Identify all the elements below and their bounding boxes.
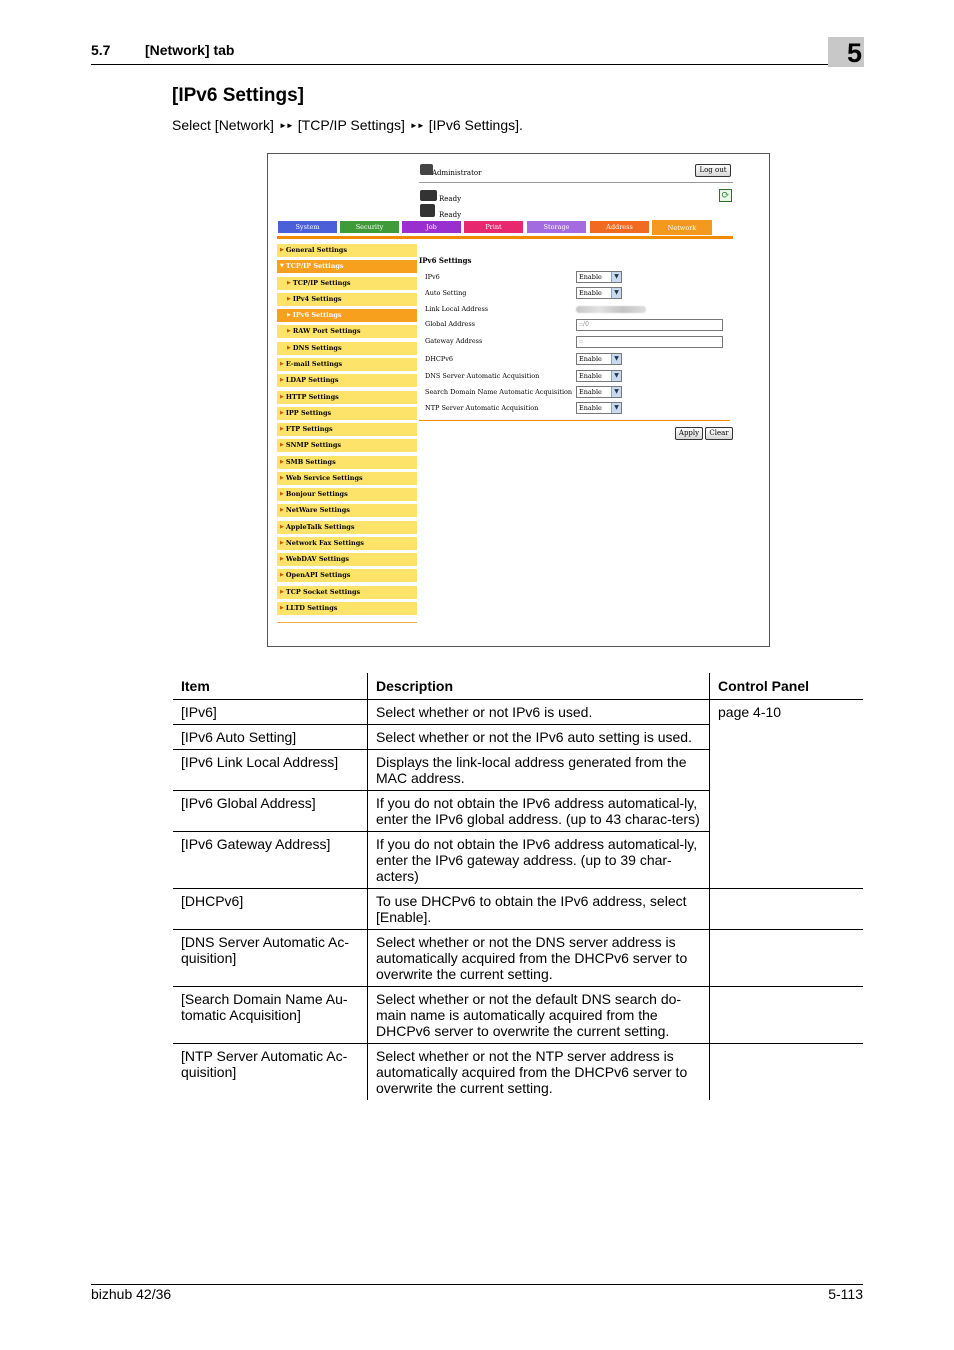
triangle-right-icon: ▶ [280,524,284,530]
triangle-right-icon: ▶ [280,605,284,611]
triangle-right-icon: ▶ [280,442,284,448]
menu-item[interactable] [277,277,417,290]
search-domain-auto-select[interactable]: Enable ▼ [576,386,622,398]
logout-button[interactable]: Log out [695,164,731,177]
menu-item[interactable] [277,472,417,485]
column-header-control-panel: Control Panel [710,673,864,700]
menu-item-label: DNS Settings [292,344,342,352]
menu-item-label: TCP/IP Settings [292,279,351,287]
menu-bottom-rule [277,622,417,623]
link-local-value-blurred [576,306,646,313]
settings-table [173,673,863,1100]
auto-setting-select[interactable]: Enable ▼ [576,287,622,299]
menu-item[interactable] [277,602,417,615]
tab-print[interactable]: Print [464,221,523,233]
description-cell: To use DHCPv6 to obtain the IPv6 address, select [Enable]. [368,889,710,930]
menu-item[interactable] [277,391,417,404]
printer-icon [420,190,437,201]
menu-item[interactable] [277,244,417,257]
triangle-right-icon: ▶ [280,377,284,383]
menu-item-label: Network Fax Settings [285,539,364,547]
menu-item-label: TCP Socket Settings [285,588,361,596]
column-header-item: Item [173,673,368,700]
ntp-auto-select[interactable]: Enable ▼ [576,402,622,414]
ipv6-settings-screenshot [267,153,770,647]
triangle-right-icon: ▶ [287,328,291,334]
menu-item[interactable] [277,569,417,582]
menu-item[interactable] [277,537,417,550]
menu-item-label: OpenAPI Settings [285,571,351,579]
ntp-auto-label: NTP Server Automatic Acquisition [425,404,539,412]
chevron-down-icon: ▼ [611,387,621,397]
menu-item[interactable] [277,293,417,306]
control-panel-cell: page 4-10 [710,700,864,889]
table-header-row [173,673,863,700]
table-row [173,987,863,1044]
description-cell: Select whether or not the default DNS search do-main name is automatically acquired from the DHCPv6 server to overwrite the current setting. [368,987,710,1044]
item-cell: [DHCPv6] [173,889,368,930]
triangle-right-icon: ▶ [280,507,284,513]
triangle-right-icon: ▶ [280,394,284,400]
menu-item[interactable] [277,342,417,355]
form-rule [419,420,730,421]
menu-item-label: LDAP Settings [285,376,339,384]
item-cell: [IPv6 Global Address] [173,791,368,832]
administrator-label: Administrator [432,169,482,177]
global-address-label: Global Address [425,320,476,328]
triangle-right-icon: ▶ [287,345,291,351]
triangle-right-icon: ▶ [280,491,284,497]
triangle-right-icon: ▶ [280,247,284,253]
triangle-right-icon: ▶ [280,556,284,562]
footer-product: bizhub 42/36 [91,1286,172,1302]
control-panel-cell [710,889,864,930]
tab-address[interactable]: Address [590,221,649,233]
triangle-right-icon: ▶ [280,475,284,481]
menu-item-label: SMB Settings [285,458,336,466]
item-cell: [DNS Server Automatic Ac-quisition] [173,930,368,987]
item-cell: [NTP Server Automatic Ac-quisition] [173,1044,368,1101]
tab-network[interactable]: Network [652,220,712,235]
triangle-right-icon: ▶ [280,572,284,578]
dns-auto-select[interactable]: Enable ▼ [576,370,622,382]
triangle-right-icon: ▶ [287,296,291,302]
triangle-right-icon: ▶ [280,589,284,595]
page-title: [IPv6 Settings] [172,85,304,106]
control-panel-cell [710,987,864,1044]
intro-text: Select [Network] ►► [TCP/IP Settings] ►► [IPv6 Settings]. [172,117,523,133]
tab-system[interactable]: System [278,221,337,233]
triangle-right-icon: ▶ [280,426,284,432]
menu-item[interactable] [277,309,417,322]
menu-item-label: IPv4 Settings [292,295,342,303]
ipv6-select[interactable]: Enable ▼ [576,271,622,283]
triangle-down-icon: ▼ [280,263,284,269]
link-local-label: Link Local Address [425,305,489,313]
top-rule [419,182,733,183]
table-row [173,889,863,930]
menu-item[interactable] [277,439,417,452]
section-number: 5.7 [91,42,111,58]
menu-item-label: HTTP Settings [285,393,339,401]
dhcpv6-label: DHCPv6 [425,355,454,363]
chapter-number: 5 [846,38,862,68]
triangle-right-icon: ▶ [280,459,284,465]
ipv6-label: IPv6 [425,273,440,281]
tab-storage[interactable]: Storage [527,221,586,233]
description-cell: Select whether or not IPv6 is used. [368,700,710,725]
menu-item-label: Bonjour Settings [285,490,348,498]
table-row [173,930,863,987]
menu-item-label: LLTD Settings [285,604,338,612]
menu-item-label: IPv6 Settings [292,311,342,319]
menu-item[interactable] [277,488,417,501]
table-row [173,1044,863,1101]
menu-item[interactable] [277,325,417,338]
apply-button[interactable]: Apply [675,427,703,440]
menu-item[interactable] [277,407,417,420]
clear-button[interactable]: Clear [705,427,733,440]
item-cell: [IPv6] [173,700,368,725]
tab-underline [277,236,733,239]
refresh-icon[interactable]: ⟳ [719,189,732,202]
footer-rule [91,1284,863,1285]
menu-item-label: E-mail Settings [285,360,343,368]
menu-item-label: General Settings [285,246,348,254]
menu-item[interactable] [277,586,417,599]
chevron-down-icon: ▼ [611,288,621,298]
search-domain-auto-label: Search Domain Name Automatic Acquisition [425,388,573,396]
menu-item[interactable] [277,456,417,469]
item-cell: [IPv6 Gateway Address] [173,832,368,889]
control-panel-cell [710,1044,864,1101]
menu-item-label: WebDAV Settings [285,555,350,563]
global-address-input[interactable]: ::/0 [576,319,723,331]
menu-item-label: SNMP Settings [285,441,342,449]
arrow-icon: ►► [278,121,293,130]
menu-item[interactable] [277,374,417,387]
chevron-down-icon: ▼ [611,272,621,282]
dns-auto-label: DNS Server Automatic Acquisition [425,372,540,380]
column-header-description: Description [368,673,710,700]
description-cell: Select whether or not the NTP server address is automatically acquired from the DHCPv6 server to overwrite the current setting. [368,1044,710,1101]
triangle-right-icon: ▶ [287,312,291,318]
triangle-right-icon: ▶ [280,361,284,367]
status-text: Ready [439,211,462,219]
section-heading [91,42,234,58]
dhcpv6-select[interactable]: Enable ▼ [576,353,622,365]
tab-job[interactable]: Job [402,221,461,233]
scanner-icon [420,204,435,217]
item-cell: [Search Domain Name Au-tomatic Acquisition] [173,987,368,1044]
description-cell: Displays the link-local address generated from the MAC address. [368,750,710,791]
gateway-address-label: Gateway Address [425,337,483,345]
menu-item-label: TCP/IP Settings [285,262,344,270]
gateway-address-input[interactable]: :: [576,336,723,348]
footer-page-number: 5-113 [828,1286,863,1302]
triangle-right-icon: ▶ [280,540,284,546]
header-rule [91,64,863,65]
menu-item[interactable] [277,521,417,534]
status-text: Ready [439,195,462,203]
chevron-down-icon: ▼ [611,403,621,413]
menu-item-label: IPP Settings [285,409,332,417]
form-title: IPv6 Settings [419,256,472,265]
triangle-right-icon: ▶ [287,280,291,286]
table-row [173,700,863,725]
description-cell: Select whether or not the IPv6 auto setting is used. [368,725,710,750]
description-cell: If you do not obtain the IPv6 address automatical-ly, enter the IPv6 gateway address. (up to 39 char-acters) [368,832,710,889]
menu-item[interactable] [277,358,417,371]
section-title: [Network] tab [145,42,235,58]
control-panel-cell [710,930,864,987]
item-cell: [IPv6 Link Local Address] [173,750,368,791]
menu-item-label: AppleTalk Settings [285,523,355,531]
triangle-right-icon: ▶ [280,410,284,416]
menu-item[interactable] [277,553,417,566]
description-cell: Select whether or not the DNS server address is automatically acquired from the DHCPv6 server to overwrite the current setting. [368,930,710,987]
menu-item-label: RAW Port Settings [292,327,361,335]
tab-security[interactable]: Security [340,221,399,233]
auto-setting-label: Auto Setting [425,289,467,297]
item-cell: [IPv6 Auto Setting] [173,725,368,750]
menu-item-label: Web Service Settings [285,474,363,482]
menu-item[interactable] [277,260,417,273]
menu-item-label: FTP Settings [285,425,333,433]
menu-item-label: NetWare Settings [285,506,350,514]
description-cell: If you do not obtain the IPv6 address automatical-ly, enter the IPv6 global address. (up to 43 charac-ters) [368,791,710,832]
menu-item[interactable] [277,504,417,517]
arrow-icon: ►► [409,121,424,130]
chevron-down-icon: ▼ [611,371,621,381]
menu-item[interactable] [277,423,417,436]
chevron-down-icon: ▼ [611,354,621,364]
